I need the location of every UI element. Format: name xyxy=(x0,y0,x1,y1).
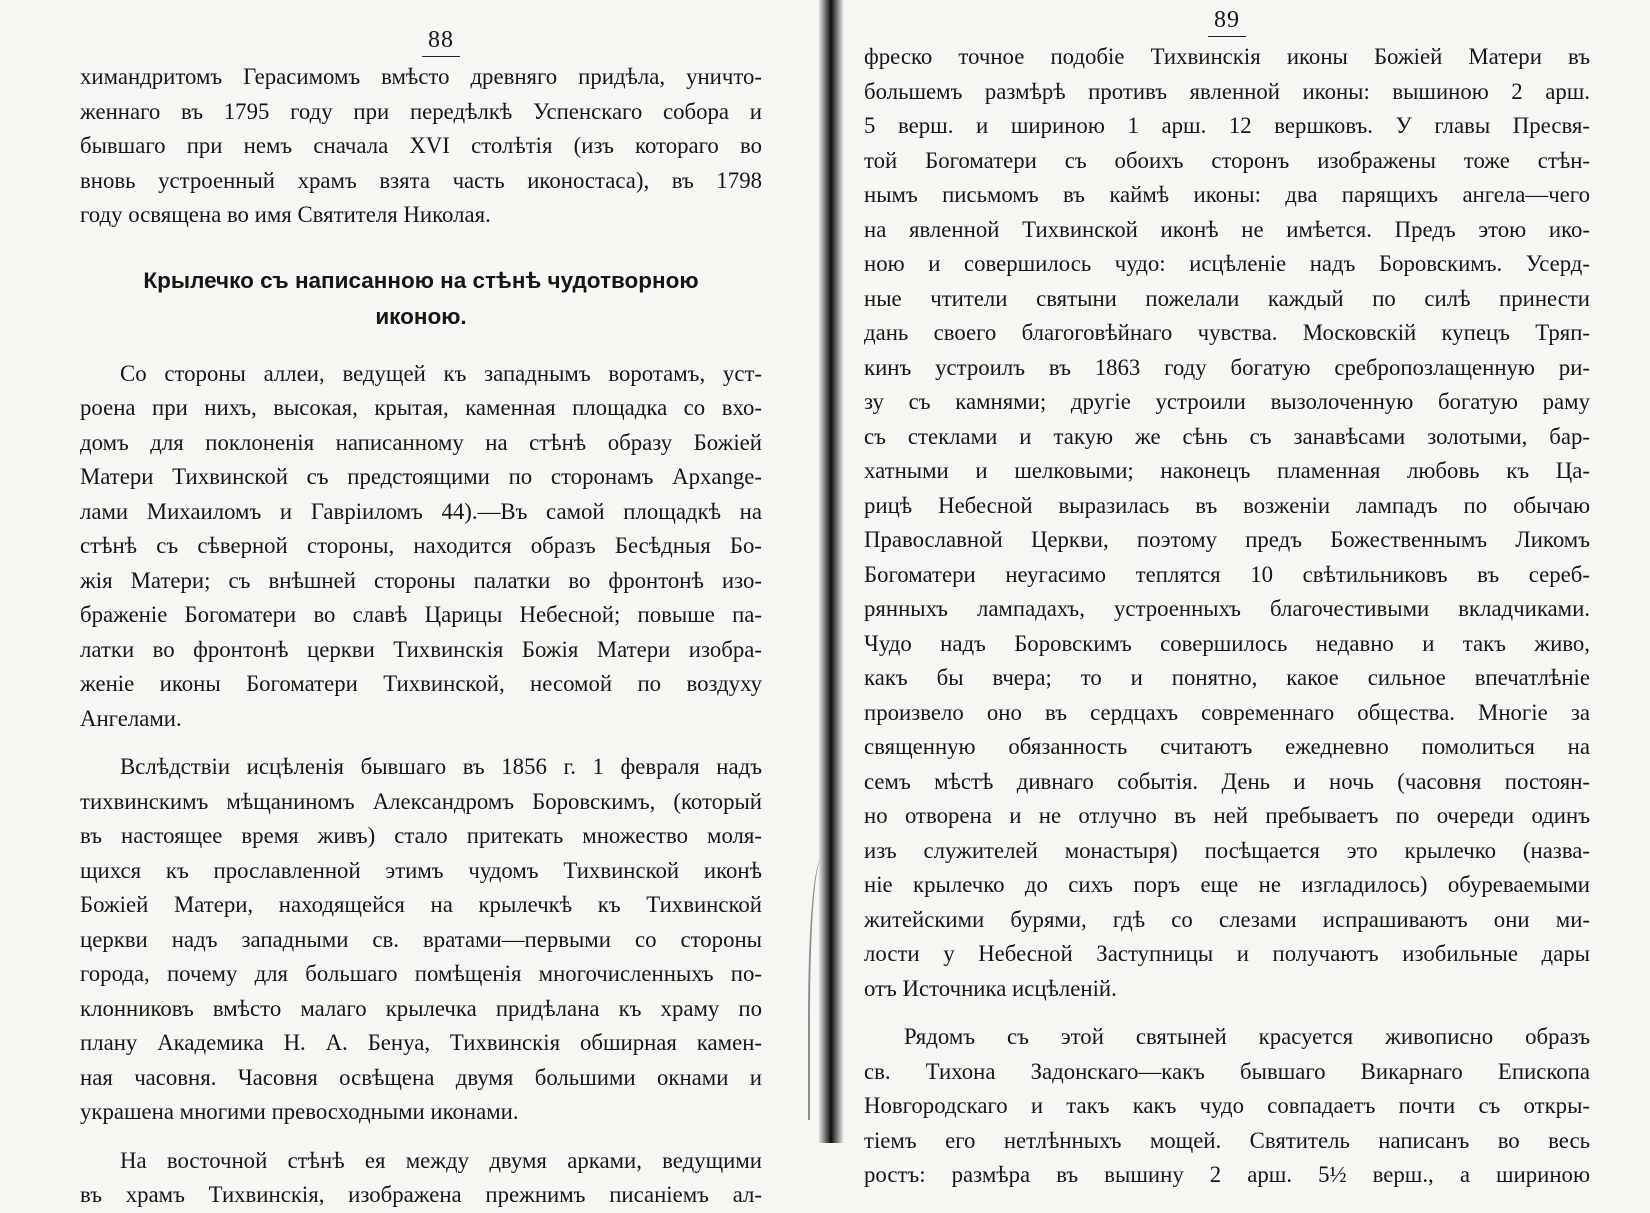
text-line: женнаго въ 1795 году при передѣлкѣ Успенскаго собора и xyxy=(80,98,762,124)
heading-line: иконою. xyxy=(375,303,467,329)
paragraph-intro xyxy=(80,60,762,233)
text-line: фреско точное подобіе Тихвинскія иконы Божіей Матери въ xyxy=(864,44,1590,69)
text-line: кинъ устроилъ въ 1863 году богатую сребропозлащенную ри- xyxy=(864,354,1590,380)
text-line: произвело оно въ сердцахъ современнаго общества. Многіе за xyxy=(864,699,1590,725)
text-line: но отворена и не отлучно въ ней пребываетъ по очереди одинъ xyxy=(864,803,1590,828)
section-heading xyxy=(80,263,762,335)
paragraph xyxy=(80,1144,762,1213)
heading-line: Крылечко съ написанною на стѣнѣ чудотворною xyxy=(143,267,699,293)
text-line: латки во фронтонѣ церкви Тихвинскія Божія Матери изобра- xyxy=(80,636,762,662)
text-line: Со стороны аллеи, ведущей къ западнымъ воротамъ, уст- xyxy=(120,360,762,386)
text-line: какъ бы вчера; то и понятно, какое сильное впечатлѣніе xyxy=(864,665,1590,690)
text-line: ная часовня. Часовня освѣщена двумя большими окнами и xyxy=(80,1064,762,1090)
text-line: рицѣ Небесной выразилась въ возженіи лампадъ по обычаю xyxy=(864,492,1590,518)
text-line: Православной Церкви, поэтому предъ Божественнымъ Ликомъ xyxy=(864,527,1590,552)
text-line: браженіе Богоматери во славѣ Царицы Небесной; повыше па- xyxy=(80,602,762,627)
text-line: году освящена во имя Святителя Николая. xyxy=(80,202,491,227)
text-line: ростъ: размѣра въ вышину 2 арш. 5½ верш., а шириною xyxy=(864,1162,1590,1187)
text-line: ною и совершилось чудо: исцѣленіе надъ Боровскимъ. Усерд- xyxy=(864,251,1590,276)
text-line: тіемъ его нетлѣнныхъ мощей. Святитель написанъ во весь xyxy=(864,1127,1590,1153)
text-line: священную обязанность считаютъ ежедневно помолиться на xyxy=(864,734,1590,759)
text-line: въ храмъ Тихвинскія, изображена прежнимъ писаніемъ ал- xyxy=(80,1182,762,1207)
text-line: изъ служителей монастыря) посѣщается это крылечко (назва- xyxy=(864,837,1590,863)
text-line: Богоматери неугасимо теплятся 10 свѣтильниковъ въ сереб- xyxy=(864,561,1590,587)
text-line: клонниковъ вмѣсто малаго крылечка придѣлана къ храму по xyxy=(80,995,762,1021)
text-line: той Богоматери съ обоихъ сторонъ изображены тоже стѣн- xyxy=(864,147,1590,173)
text-line: На восточной стѣнѣ ея между двумя арками, ведущими xyxy=(120,1147,762,1173)
page-number: 89 xyxy=(864,0,1590,40)
text-line: роена при нихъ, высокая, крытая, каменная площадка со вхо- xyxy=(80,395,762,420)
text-line: Чудо надъ Боровскимъ совершилось недавно и такъ живо, xyxy=(864,630,1590,656)
text-line: Новгородскаго и такъ какъ чудо совпадаетъ почти съ откры- xyxy=(864,1093,1590,1118)
text-line: стѣнѣ съ сѣверной стороны, находится образъ Бесѣдныя Бо- xyxy=(80,533,762,558)
text-line: щихся къ прославленной этимъ чудомъ Тихвинской иконѣ xyxy=(80,857,762,883)
text-line: житейскими бурями, гдѣ со слезами испрашиваютъ они ми- xyxy=(864,906,1590,932)
text-line: на явленной Тихвинской иконѣ не имѣется. Предъ этою ико- xyxy=(864,216,1590,242)
text-line: вновь устроенный храмъ взята часть иконостаса), въ 1798 xyxy=(80,167,762,193)
text-line: плану Академика Н. А. Бенуа, Тихвинскія обширная камен- xyxy=(80,1030,762,1055)
text-line: дань своего благоговѣйнаго чувства. Московскій купецъ Тряп- xyxy=(864,320,1590,345)
text-line: рянныхъ лампадахъ, устроенныхъ благочестивыми вкладчиками. xyxy=(864,596,1590,621)
paragraph xyxy=(864,1020,1590,1193)
text-line: Ангелами. xyxy=(80,705,182,731)
left-page xyxy=(0,0,822,1207)
text-line: лости у Небесной Заступницы и получаютъ изобильные дары xyxy=(864,941,1590,966)
text-line: химандритомъ Герасимомъ вмѣсто древняго придѣла, уничто- xyxy=(80,64,762,89)
paragraph xyxy=(864,40,1590,1006)
paragraph xyxy=(80,357,762,737)
text-line: съ стеклами и такую же сѣнь съ занавѣсами золотыми, бар- xyxy=(864,423,1590,449)
text-line: украшена многими превосходными иконами. xyxy=(80,1099,519,1124)
text-line: св. Тихона Задонскаго—какъ бывшаго Викарнаго Епископа xyxy=(864,1058,1590,1084)
text-line: ные чтители святыни пожелали каждый по силѣ принести xyxy=(864,285,1590,311)
text-line: большемъ размѣрѣ противъ явленной иконы: вышиною 2 арш. xyxy=(864,78,1590,104)
text-line: бывшаго при немъ сначала XVI столѣтія (изъ котораго во xyxy=(80,133,762,158)
text-line: тихвинскимъ мѣщаниномъ Александромъ Боровскимъ, (который xyxy=(80,788,762,814)
text-line: домъ для поклоненія написанному на стѣнѣ образу Божіей xyxy=(80,429,762,455)
text-line: 5 верш. и шириною 1 арш. 12 вершковъ. У главы Пресвя- xyxy=(864,113,1590,138)
text-line: ніе крылечко до сихъ поръ еще не изгладилось) обуреваемыми xyxy=(864,872,1590,897)
text-line: семъ мѣстѣ дивнаго событія. День и ночь (часовня постоян- xyxy=(864,768,1590,794)
text-line: зу съ камнями; другіе устроили вызолоченную богатую раму xyxy=(864,389,1590,414)
text-line: Рядомъ съ этой святыней красуется живописно образъ xyxy=(904,1024,1590,1049)
text-line: женіе иконы Богоматери Тихвинской, несомой по воздуху xyxy=(80,671,762,696)
text-line: церкви надъ западными св. вратами—первыми со стороны xyxy=(80,926,762,952)
right-page xyxy=(842,0,1650,1187)
text-line: жія Матери; съ внѣшней стороны палатки во фронтонѣ изо- xyxy=(80,567,762,593)
page-number: 88 xyxy=(80,20,762,60)
text-line: отъ Источника исцѣленій. xyxy=(864,975,1117,1001)
text-line: Божіей Матери, находящейся на крылечкѣ къ Тихвинской xyxy=(80,892,762,917)
paragraph xyxy=(80,750,762,1130)
text-line: города, почему для большаго помѣщенія многочисленныхъ по- xyxy=(80,961,762,986)
text-line: лами Михаиломъ и Гавріиломъ 44).—Въ самой площадкѣ на xyxy=(80,498,762,524)
text-line: Вслѣдствіи исцѣленія бывшаго въ 1856 г. 1 февраля надъ xyxy=(120,754,762,779)
text-line: Матери Тихвинской съ предстоящими по сторонамъ Архange- xyxy=(80,464,762,489)
text-line: нымъ письмомъ въ каймѣ иконы: два парящихъ ангела—чего xyxy=(864,182,1590,207)
text-line: въ настоящее время живъ) стало притекать множество моля- xyxy=(80,823,762,848)
text-line: хатными и шелковыми; наконецъ пламенная любовь къ Ца- xyxy=(864,458,1590,483)
